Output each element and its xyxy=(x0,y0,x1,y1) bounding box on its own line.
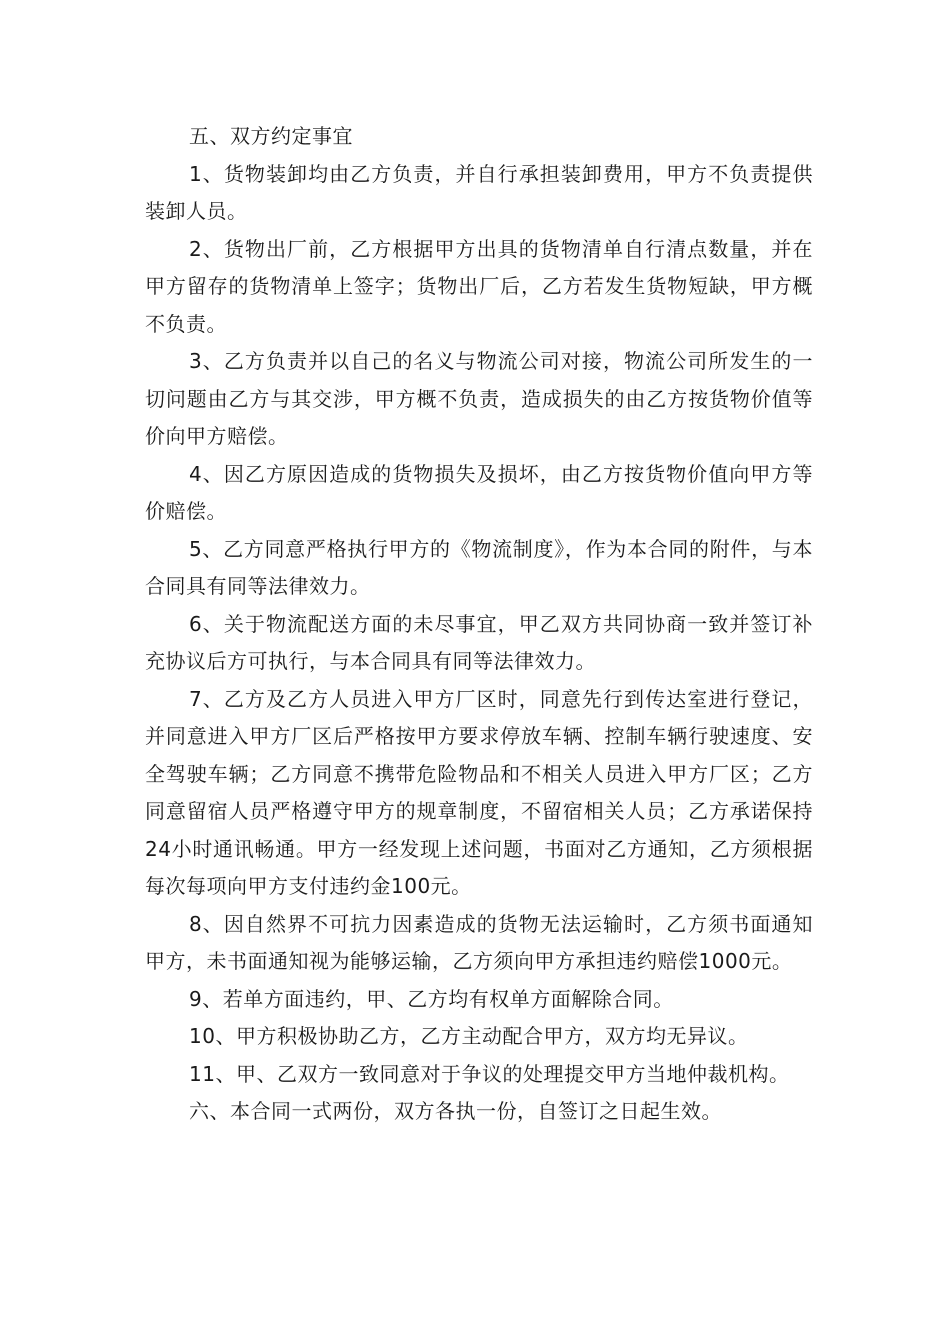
clause-1: 1、货物装卸均由乙方负责，并自行承担装卸费用，甲方不负责提供装卸人员。 xyxy=(145,161,813,223)
clause-11: 11、甲、乙双方一致同意对于争议的处理提交甲方当地仲裁机构。 xyxy=(189,1061,790,1086)
clause-2: 2、货物出厂前，乙方根据甲方出具的货物清单自行清点数量，并在甲方留存的货物清单上签字；货物出厂后，乙方若发生货物短缺，甲方概不负责。 xyxy=(145,236,813,336)
clause-6: 6、关于物流配送方面的未尽事宜，甲乙双方共同协商一致并签订补充协议后方可执行，与本合同具有同等法律效力。 xyxy=(145,611,813,673)
section-six: 六、本合同一式两份，双方各执一份，自签订之日起生效。 xyxy=(189,1099,722,1123)
clause-3: 3、乙方负责并以自己的名义与物流公司对接，物流公司所发生的一切问题由乙方与其交涉，甲方概不负责，造成损失的由乙方按货物价值等价向甲方赔偿。 xyxy=(145,349,813,448)
clause-8: 8、因自然界不可抗力因素造成的货物无法运输时，乙方须书面通知甲方，未书面通知视为能够运输，乙方须向甲方承担违约赔偿1000元。 xyxy=(145,911,813,973)
clause-7: 7、乙方及乙方人员进入甲方厂区时，同意先行到传达室进行登记，并同意进入甲方厂区后严格按甲方要求停放车辆、控制车辆行驶速度、安全驾驶车辆；乙方同意不携带危险物品和不相关人员进入甲方厂区；乙方同意留宿人员严格遵守甲方的规章制度，不留宿相关人员；乙方承诺保持24小时通讯畅通。甲方一经发现上述问题，书面对乙方通知，乙方须根据每次每项向甲方支付违约金100元。 xyxy=(145,686,813,898)
document-body xyxy=(145,118,813,1131)
clause-10: 10、甲方积极协助乙方，乙方主动配合甲方，双方均无异议。 xyxy=(189,1024,749,1048)
clause-9: 9、若单方面违约，甲、乙方均有权单方面解除合同。 xyxy=(189,986,674,1011)
clause-4: 4、因乙方原因造成的货物损失及损坏，由乙方按货物价值向甲方等价赔偿。 xyxy=(145,461,813,523)
clause-5: 5、乙方同意严格执行甲方的《物流制度》，作为本合同的附件，与本合同具有同等法律效力。 xyxy=(145,536,813,598)
section-five-title: 五、双方约定事宜 xyxy=(189,124,353,148)
